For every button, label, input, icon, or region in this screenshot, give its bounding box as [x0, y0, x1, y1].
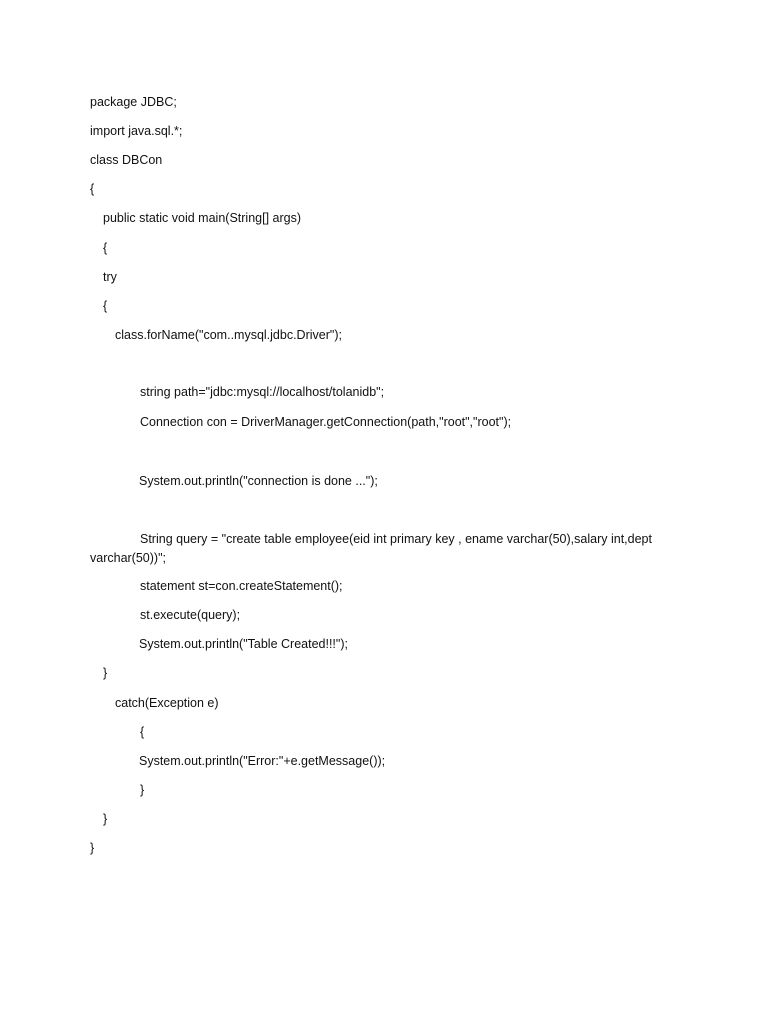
code-line-statement: statement st=con.createStatement();: [140, 579, 343, 593]
code-line-string-path: string path="jdbc:mysql://localhost/tolanidb";: [140, 385, 385, 399]
code-line-class-forname: class.forName("com..mysql.jdbc.Driver");: [115, 328, 342, 342]
code-line-println-connection: System.out.println("connection is done ...");: [139, 474, 378, 488]
code-line-println-error: System.out.println("Error:"+e.getMessage());: [139, 754, 386, 768]
code-line-class-close-brace: }: [90, 841, 95, 855]
code-line-connection: Connection con = DriverManager.getConnection(path,"root","root");: [140, 415, 512, 429]
code-line-import: import java.sql.*;: [90, 124, 183, 138]
code-line-try-open-brace: {: [103, 299, 108, 313]
code-line-try-close-brace: }: [103, 666, 108, 680]
code-line-package: package JDBC;: [90, 95, 177, 109]
code-line-execute: st.execute(query);: [140, 608, 241, 622]
code-line-println-table-created: System.out.println("Table Created!!!");: [139, 637, 348, 651]
code-line-query-part1: String query = "create table employee(eid int primary key , ename varchar(50),salary int,dept: [140, 532, 652, 546]
code-line-try: try: [103, 270, 117, 284]
code-line-class-decl: class DBCon: [90, 153, 163, 167]
code-line-catch-close-brace: }: [140, 783, 145, 797]
code-line-main-close-brace: }: [103, 812, 108, 826]
code-line-catch-open-brace: {: [140, 725, 145, 739]
code-line-main-decl: public static void main(String[] args): [103, 211, 301, 225]
code-line-query-part2: varchar(50))";: [90, 551, 166, 565]
code-line-catch: catch(Exception e): [115, 696, 219, 710]
code-line-main-open-brace: {: [103, 241, 108, 255]
code-line-class-open-brace: {: [90, 182, 95, 196]
